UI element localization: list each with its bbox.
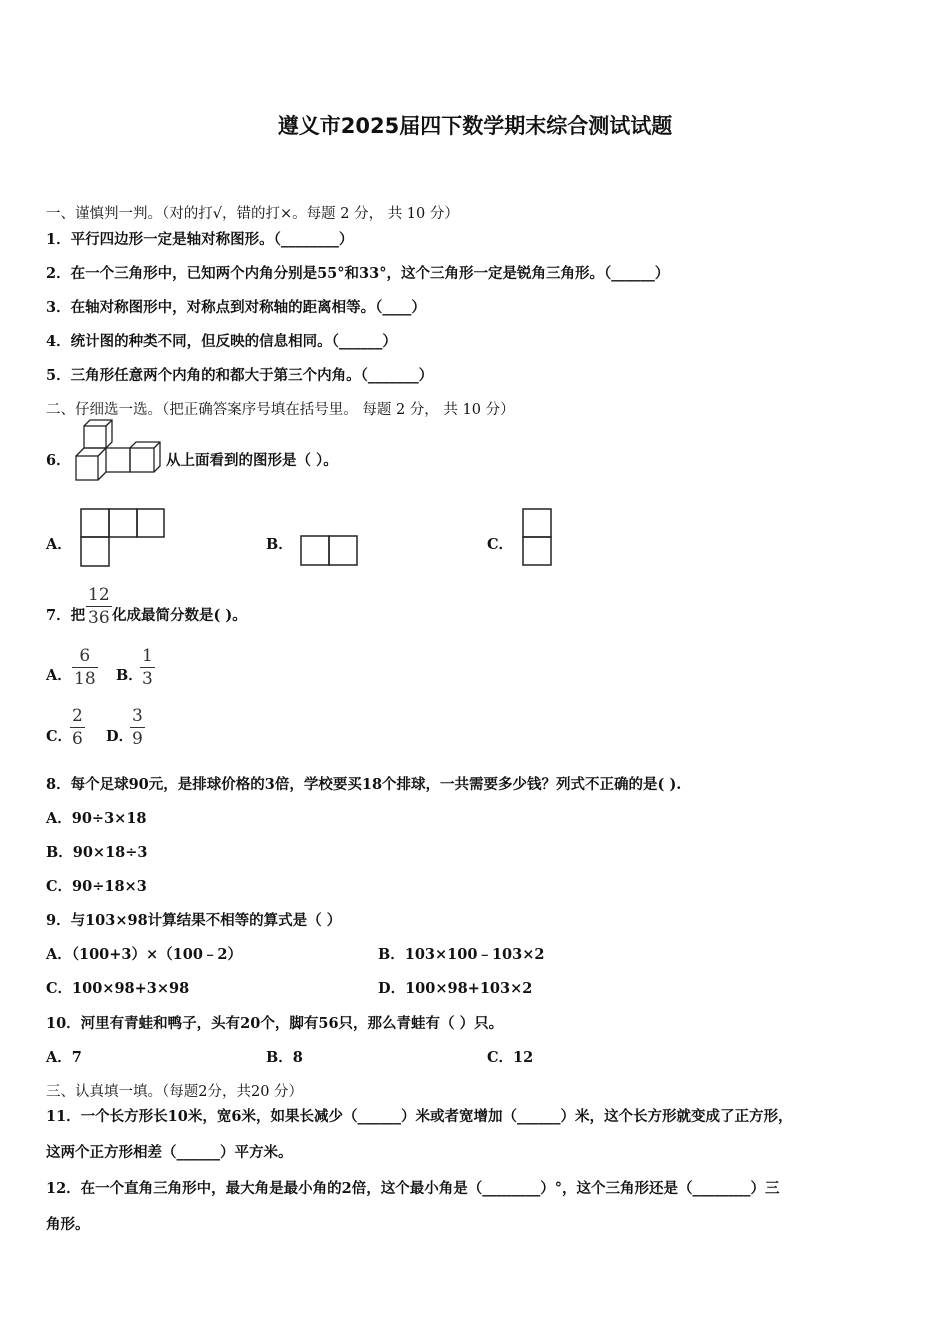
option-6b-figure: [300, 535, 360, 567]
question-12-line1: 12．在一个直角三角形中，最大角是最小角的2倍，这个最小角是（________）°，这个三角形还是（________）三: [46, 1180, 780, 1197]
option-7d-label: D．: [106, 728, 134, 745]
option-8b: B．90×18÷3: [46, 844, 148, 861]
option-10a: A．7: [46, 1049, 82, 1066]
fraction-numerator: 1: [142, 646, 153, 666]
option-10c: C．12: [487, 1049, 534, 1066]
question-2: 2．在一个三角形中，已知两个内角分别是55°和33°，这个三角形一定是锐角三角形。（______）: [46, 265, 670, 282]
question-8: 8．每个足球90元，是排球价格的3倍，学校要买18个排球，一共需要多少钱？列式不正确的是( ).: [46, 776, 682, 793]
fraction-denominator: 3: [142, 669, 153, 689]
fraction-numerator: 2: [72, 706, 83, 726]
option-7c-fraction: [70, 706, 85, 749]
cube-stack-figure: [72, 418, 164, 486]
section2-header: 二、仔细选一选。（把正确答案序号填在括号里。 每题 2 分， 共 10 分）: [46, 402, 515, 418]
fraction-denominator: 18: [74, 669, 96, 689]
question-7-suffix: 化成最简分数是( )。: [112, 607, 247, 624]
question-11-line2: 这两个正方形相差（______）平方米。: [46, 1144, 293, 1161]
question-12-line2: 角形。: [46, 1216, 90, 1233]
page-title: 遵义市2025届四下数学期末综合测试试题: [277, 114, 673, 138]
fraction-denominator: 9: [132, 729, 143, 749]
option-6b-label: B．: [266, 536, 293, 553]
question-6-number: 6．: [46, 452, 71, 469]
question-1: 1．平行四边形一定是轴对称图形。（________）: [46, 231, 354, 248]
fraction-numerator: 3: [132, 706, 143, 726]
question-7-fraction: [86, 585, 112, 628]
section3-header: 三、认真填一填。（每题2分，共20 分）: [46, 1084, 304, 1100]
question-6-text: 从上面看到的图形是（ ）。: [166, 452, 338, 469]
question-3: 3．在轴对称图形中，对称点到对称轴的距离相等。（____）: [46, 299, 426, 316]
option-9c: C．100×98+3×98: [46, 980, 190, 997]
question-9: 9．与103×98计算结果不相等的算式是（ ）: [46, 912, 342, 929]
option-10b: B．8: [266, 1049, 303, 1066]
question-5: 5．三角形任意两个内角的和都大于第三个内角。（_______）: [46, 367, 434, 384]
option-7a-fraction: [72, 646, 98, 689]
option-7c-label: C．: [46, 728, 73, 745]
section1-header: 一、谨慎判一判。（对的打√，错的打×。每题 2 分， 共 10 分）: [46, 206, 459, 222]
question-11-line1: 11．一个长方形长10米，宽6米，如果长减少（______）米或者宽增加（______）米，这个长方形就变成了正方形，: [46, 1108, 793, 1125]
option-8c: C．90÷18×3: [46, 878, 147, 895]
option-9d: D．100×98+103×2: [378, 980, 533, 997]
option-6c-figure: [522, 508, 554, 568]
option-8a: A．90÷3×18: [46, 810, 147, 827]
option-6a-label: A．: [46, 536, 72, 553]
option-7b-label: B．: [116, 667, 143, 684]
fraction-numerator: 6: [79, 646, 91, 666]
option-7b-fraction: [140, 646, 155, 689]
question-10: 10．河里有青蛙和鸭子，头有20个，脚有56只，那么青蛙有（ ）只。: [46, 1015, 504, 1032]
fraction-denominator: 36: [88, 608, 110, 628]
option-6c-label: C．: [487, 536, 514, 553]
question-4: 4．统计图的种类不同，但反映的信息相同。（______）: [46, 333, 397, 350]
option-9b: B．103×100﹣103×2: [378, 946, 545, 963]
option-7a-label: A．: [46, 667, 72, 684]
option-6a-figure: [80, 508, 166, 568]
fraction-numerator: 12: [88, 585, 110, 605]
option-9a: A．（100+3）×（100﹣2）: [46, 946, 243, 963]
option-7d-fraction: [130, 706, 145, 749]
question-7-prefix: 7．把: [46, 607, 86, 624]
fraction-denominator: 6: [72, 729, 83, 749]
